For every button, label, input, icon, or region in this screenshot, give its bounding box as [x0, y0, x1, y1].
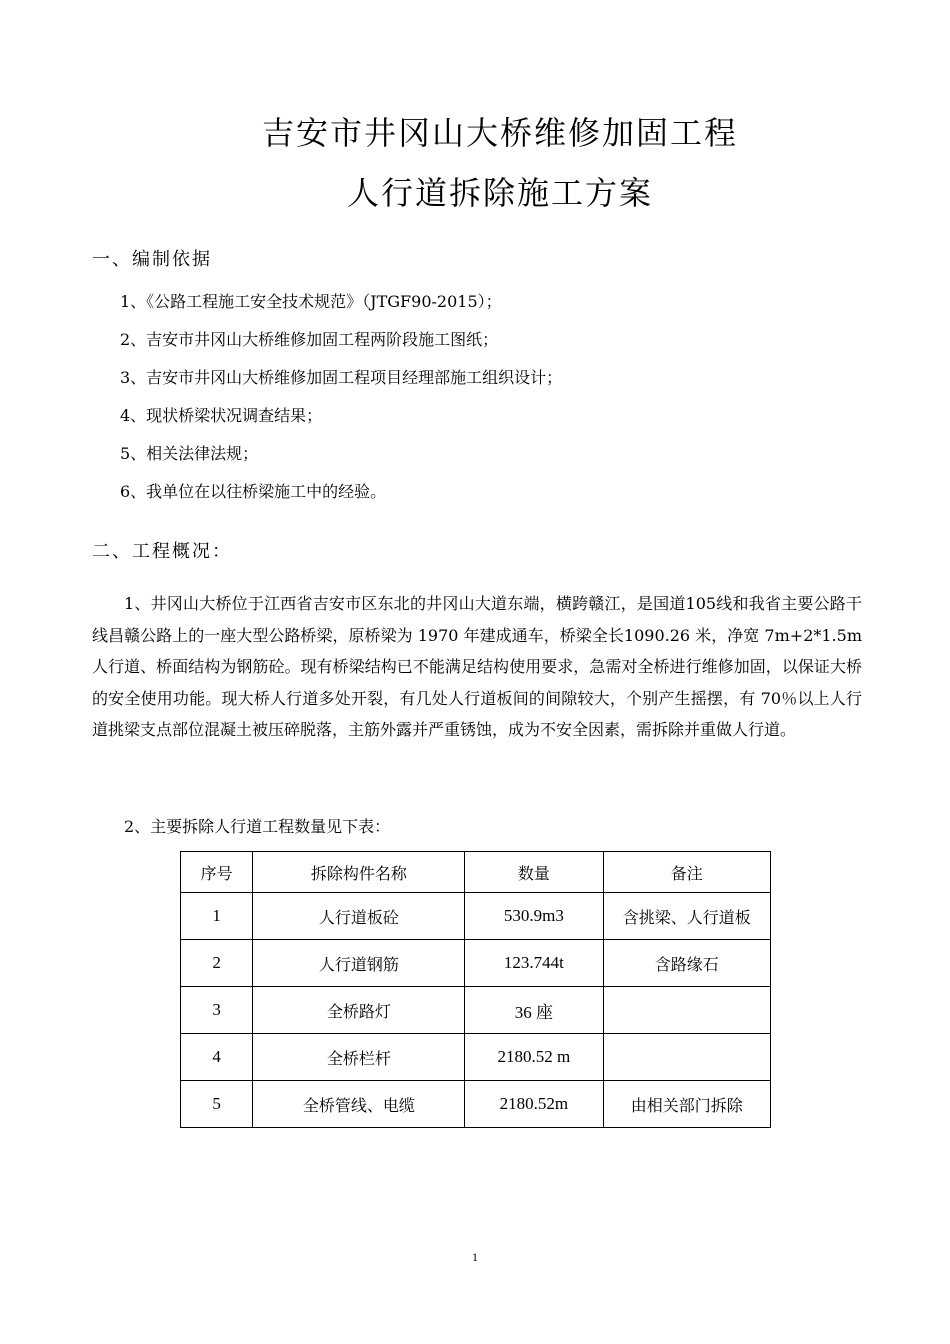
- list-item: 6、我单位在以往桥梁施工中的经验。: [120, 482, 387, 501]
- list-item: 2、吉安市井冈山大桥维修加固工程两阶段施工图纸；: [120, 330, 499, 349]
- table-cell-name: 全桥管线、电缆: [253, 1081, 465, 1128]
- table-cell-quantity: 2180.52m: [465, 1081, 603, 1128]
- table-cell-index: 2: [181, 940, 253, 987]
- table-cell-index: 3: [181, 987, 253, 1034]
- table-cell-quantity: 36 座: [465, 987, 603, 1034]
- table-intro-paragraph: 2、主要拆除人行道工程数量见下表：: [124, 817, 391, 836]
- table-cell-remark: [603, 987, 770, 1034]
- document-subtitle: 人行道拆除施工方案: [346, 174, 653, 212]
- table-cell-name: 全桥路灯: [253, 987, 465, 1034]
- column-header-name: 拆除构件名称: [253, 852, 465, 893]
- page-number: 1: [472, 1250, 478, 1264]
- table-row: [181, 940, 771, 987]
- list-item: 4、现状桥梁状况调查结果；: [120, 406, 323, 425]
- table-cell-remark: 含路缘石: [603, 940, 770, 987]
- list-item: 5、相关法律法规；: [120, 444, 259, 463]
- column-header-index: 序号: [181, 852, 253, 893]
- table-cell-name: 全桥栏杆: [253, 1034, 465, 1081]
- table-cell-quantity: 2180.52 m: [465, 1034, 603, 1081]
- table-cell-name: 人行道板砼: [253, 893, 465, 940]
- table-cell-remark: [603, 1034, 770, 1081]
- table-cell-remark: 由相关部门拆除: [603, 1081, 770, 1128]
- overview-paragraph: 1、井冈山大桥位于江西省吉安市区东北的井冈山大道东端，横跨赣江，是国道105线和我省主要公路干线昌赣公路上的一座大型公路桥梁，原桥梁为 1970 年建成通车，桥梁全长1090.26 米，净宽 7m+2*1.5m 人行道、桥面结构为钢筋砼。现有桥梁结构已不能满足结构使用要求，急需对全桥进行维修加固，以保证大桥的安全使用功能。现大桥人行道多处开裂，有几处人行道板间的间隙较大，个别产生摇摆，有 70％以上人行道挑梁支点部位混凝土被压碎脱落，主筋外露并严重锈蚀，成为不安全因素，需拆除并重做人行道。: [92, 594, 862, 739]
- table-cell-quantity: 530.9m3: [465, 893, 603, 940]
- table-cell-index: 4: [181, 1034, 253, 1081]
- table-cell-name: 人行道钢筋: [253, 940, 465, 987]
- table-row: [181, 893, 771, 940]
- column-header-quantity: 数量: [465, 852, 603, 893]
- table-cell-remark: 含挑梁、人行道板: [603, 893, 770, 940]
- document-title: 吉安市井冈山大桥维修加固工程: [261, 114, 738, 152]
- table-row: [181, 1081, 771, 1128]
- table-cell-index: 5: [181, 1081, 253, 1128]
- list-item: 1、《公路工程施工安全技术规范》（JTGF90-2015）；: [120, 292, 502, 311]
- table-cell-index: 1: [181, 893, 253, 940]
- table-cell-quantity: 123.744t: [465, 940, 603, 987]
- quantity-table: [180, 851, 771, 1128]
- list-item: 3、吉安市井冈山大桥维修加固工程项目经理部施工组织设计；: [120, 368, 563, 387]
- section-heading-overview: 二、工程概况：: [92, 541, 232, 562]
- section-heading-basis: 一、编制依据: [92, 249, 212, 270]
- column-header-remark: 备注: [603, 852, 770, 893]
- table-row: [181, 987, 771, 1034]
- basis-list: [120, 287, 562, 515]
- table-row: [181, 1034, 771, 1081]
- table-header-row: [181, 852, 771, 893]
